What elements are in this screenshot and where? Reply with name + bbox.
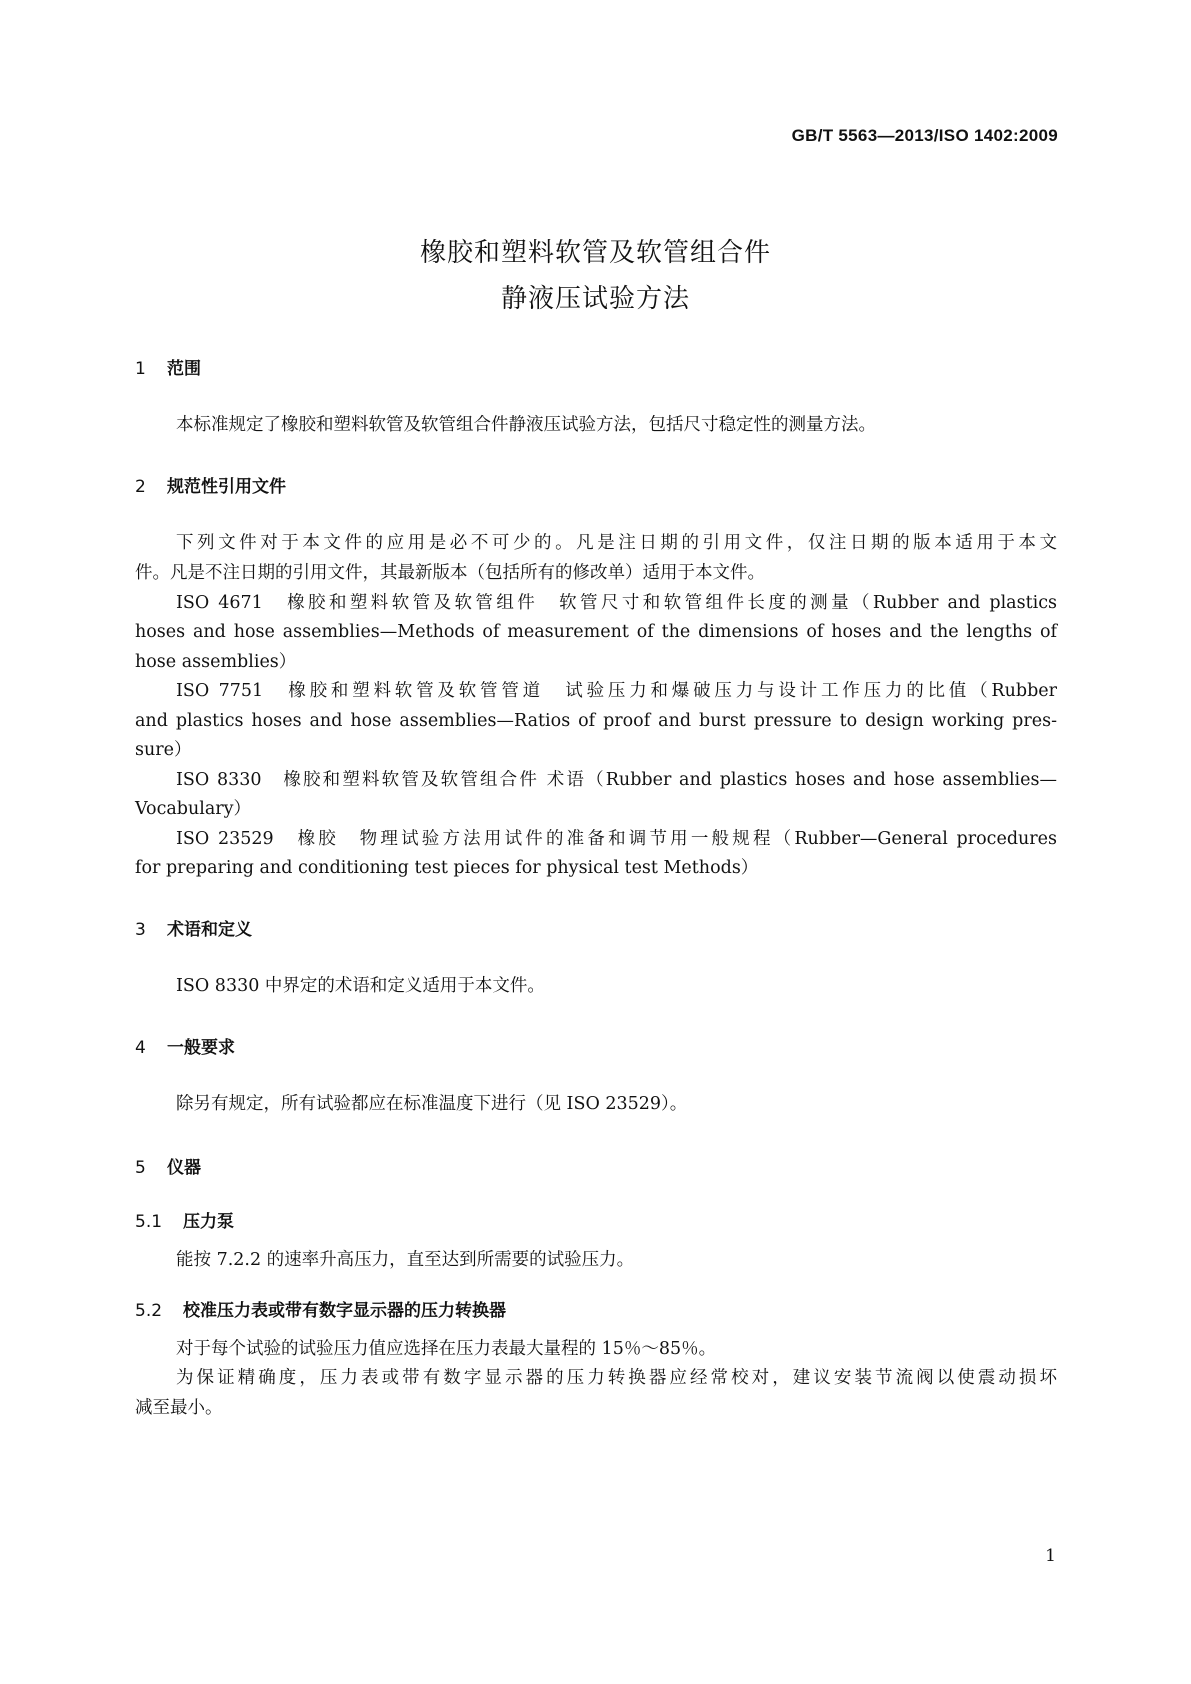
paragraph-line: 下列文件对于本文件的应用是必不可少的。凡是注日期的引用文件，仅注日期的版本适用于本文 — [176, 533, 1057, 553]
section-title: 压力泵 — [183, 1212, 234, 1232]
section-title: 一般要求 — [167, 1038, 235, 1058]
section-5-1-heading — [135, 1207, 234, 1232]
section-3-heading — [135, 915, 252, 940]
paragraph-line: 件。凡是不注日期的引用文件，其最新版本（包括所有的修改单）适用于本文件。 — [135, 563, 765, 583]
section-number: 2 — [135, 477, 146, 497]
section-4-heading — [135, 1033, 235, 1058]
section-2-heading — [135, 472, 286, 497]
reference-line: for preparing and conditioning test pieces for physical test Methods） — [135, 858, 759, 878]
reference-line: ISO 8330 橡胶和塑料软管及软管组合件 术语（Rubber and plastics hoses and hose assemblies— — [176, 770, 1057, 790]
reference-line: ISO 4671 橡胶和塑料软管及软管组件 软管尺寸和软管组件长度的测量（Rubber and plastics — [176, 593, 1057, 613]
section-number: 4 — [135, 1038, 146, 1058]
section-number: 5.1 — [135, 1212, 163, 1232]
section-5-2-paragraph: 对于每个试验的试验压力值应选择在压力表最大量程的 15％～85％。 — [176, 1339, 717, 1359]
section-title: 规范性引用文件 — [167, 477, 286, 497]
section-5-1-paragraph: 能按 7.2.2 的速率升高压力，直至达到所需要的试验压力。 — [176, 1250, 635, 1270]
section-title: 术语和定义 — [167, 920, 252, 940]
section-4-paragraph: 除另有规定，所有试验都应在标准温度下进行（见 ISO 23529）。 — [176, 1094, 688, 1114]
page-number: 1 — [1045, 1546, 1056, 1566]
reference-line: hose assemblies） — [135, 652, 297, 672]
section-1-paragraph: 本标准规定了橡胶和塑料软管及软管组合件静液压试验方法，包括尺寸稳定性的测量方法。 — [176, 415, 876, 435]
reference-line: and plastics hoses and hose assemblies—Ratios of proof and burst pressure to design working pres- — [135, 711, 1057, 731]
section-number: 5 — [135, 1158, 146, 1178]
section-5-2-heading — [135, 1296, 506, 1321]
section-title: 范围 — [167, 359, 201, 379]
reference-line: ISO 7751 橡胶和塑料软管及软管管道 试验压力和爆破压力与设计工作压力的比值（Rubber — [176, 681, 1057, 701]
section-title: 仪器 — [167, 1158, 201, 1178]
reference-line: ISO 23529 橡胶 物理试验方法用试件的准备和调节用一般规程（Rubber—General procedures — [176, 829, 1057, 849]
reference-line: sure） — [135, 740, 192, 760]
paragraph-line: 为保证精确度，压力表或带有数字显示器的压力转换器应经常校对，建议安装节流阀以使震动损坏 — [176, 1368, 1057, 1388]
document-title-line2: 静液压试验方法 — [500, 284, 690, 314]
section-5-heading — [135, 1153, 201, 1178]
section-number: 5.2 — [135, 1301, 163, 1321]
paragraph-line: 减至最小。 — [135, 1398, 223, 1418]
section-3-paragraph: ISO 8330 中界定的术语和定义适用于本文件。 — [176, 976, 545, 996]
document-title-line1: 橡胶和塑料软管及软管组合件 — [419, 238, 771, 268]
section-title: 校准压力表或带有数字显示器的压力转换器 — [183, 1301, 506, 1321]
section-number: 1 — [135, 359, 146, 379]
reference-line: hoses and hose assemblies—Methods of measurement of the dimensions of hoses and the lengths of — [135, 622, 1057, 642]
section-1-heading — [135, 354, 201, 379]
standard-code: GB/T 5563—2013/ISO 1402:2009 — [791, 126, 1058, 145]
reference-line: Vocabulary） — [135, 799, 252, 819]
section-number: 3 — [135, 920, 146, 940]
